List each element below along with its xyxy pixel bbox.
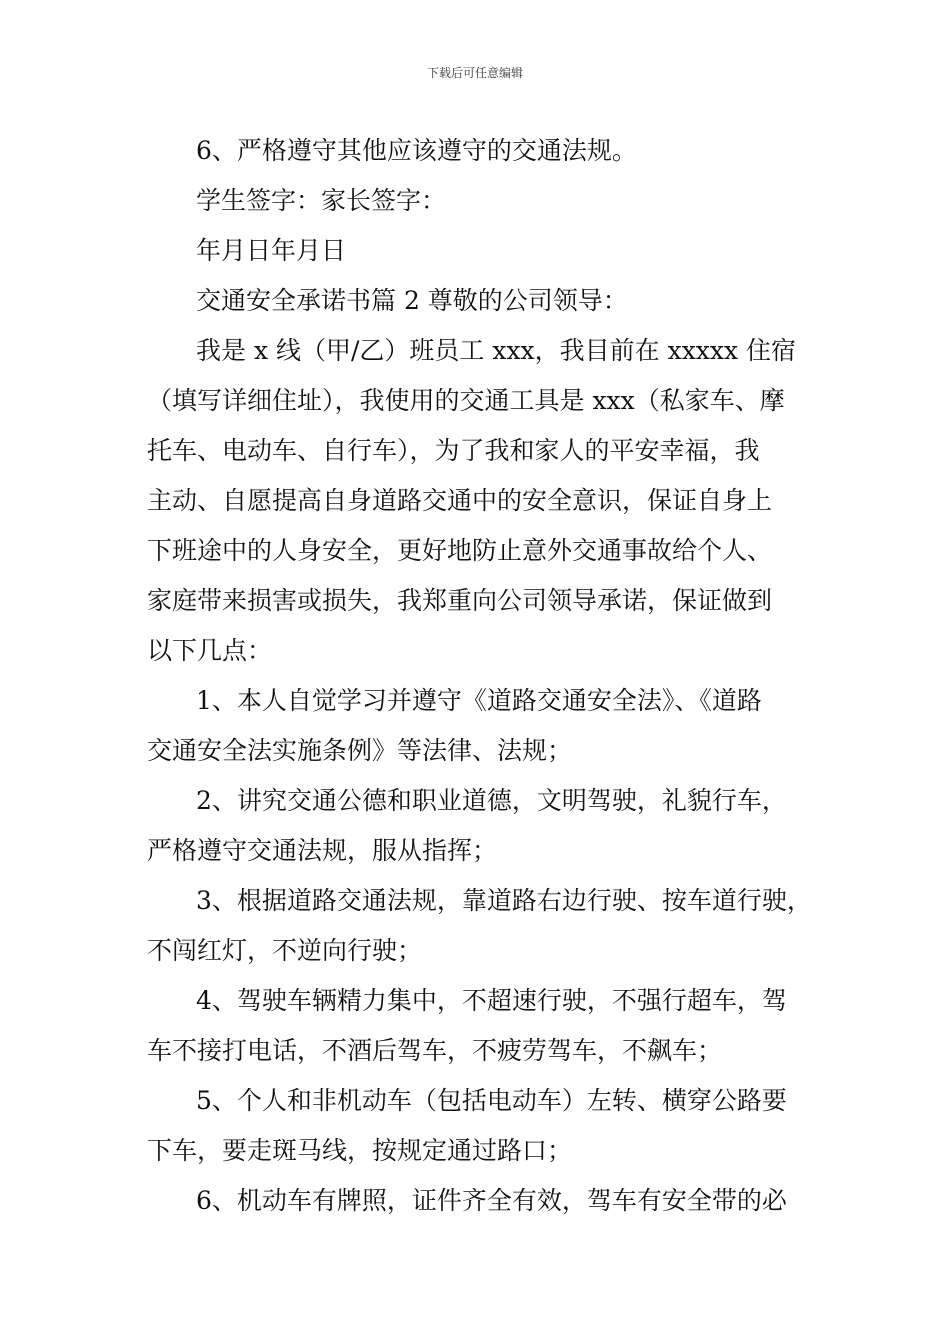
text-line: 主动、自愿提高自身道路交通中的安全意识，保证自身上 xyxy=(147,486,773,515)
text-line: 交通安全承诺书篇 2 尊敬的公司领导： xyxy=(196,286,628,315)
text-line: 4、驾驶车辆精力集中，不超速行驶，不强行超车，驾 xyxy=(196,986,787,1015)
text-line: 6、机动车有牌照，证件齐全有效，驾车有安全带的必 xyxy=(196,1186,787,1215)
text-line: 托车、电动车、自行车），为了我和家人的平安幸福，我 xyxy=(147,436,760,465)
text-line: （填写详细住址），我使用的交通工具是 xxx（私家车、摩 xyxy=(147,386,785,415)
text-line: 我是 x 线（甲/乙）班员工 xxx，我目前在 xxxxx 住宿 xyxy=(196,336,797,365)
text-line: 交通安全法实施条例》等法律、法规； xyxy=(147,736,573,765)
text-line: 下班途中的人身安全，更好地防止意外交通事故给个人、 xyxy=(147,536,773,565)
text-line: 2、讲究交通公德和职业道德，文明驾驶，礼貌行车， xyxy=(196,786,787,815)
text-line: 学生签字：家长签字： xyxy=(196,186,447,215)
text-line: 1、本人自觉学习并遵守《道路交通安全法》、《道路 xyxy=(196,686,762,715)
document-body xyxy=(147,126,812,1226)
text-line: 年月日年月日 xyxy=(196,236,347,265)
text-line: 5、个人和非机动车（包括电动车）左转、横穿公路要 xyxy=(196,1086,787,1115)
text-line: 严格遵守交通法规，服从指挥； xyxy=(147,836,498,865)
text-line: 3、根据道路交通法规，靠道路右边行驶、按车道行驶， xyxy=(196,886,812,915)
text-line: 车不接打电话，不酒后驾车，不疲劳驾车，不飙车； xyxy=(147,1036,723,1065)
text-line: 以下几点： xyxy=(147,636,273,665)
page-header: 下载后可任意编辑 xyxy=(426,66,523,80)
text-line: 家庭带来损害或损失，我郑重向公司领导承诺，保证做到 xyxy=(147,586,773,615)
text-line: 不闯红灯，不逆向行驶； xyxy=(147,936,423,965)
text-line: 下车，要走斑马线，按规定通过路口； xyxy=(147,1136,573,1165)
text-line: 6、严格遵守其他应该遵守的交通法规。 xyxy=(196,136,637,165)
